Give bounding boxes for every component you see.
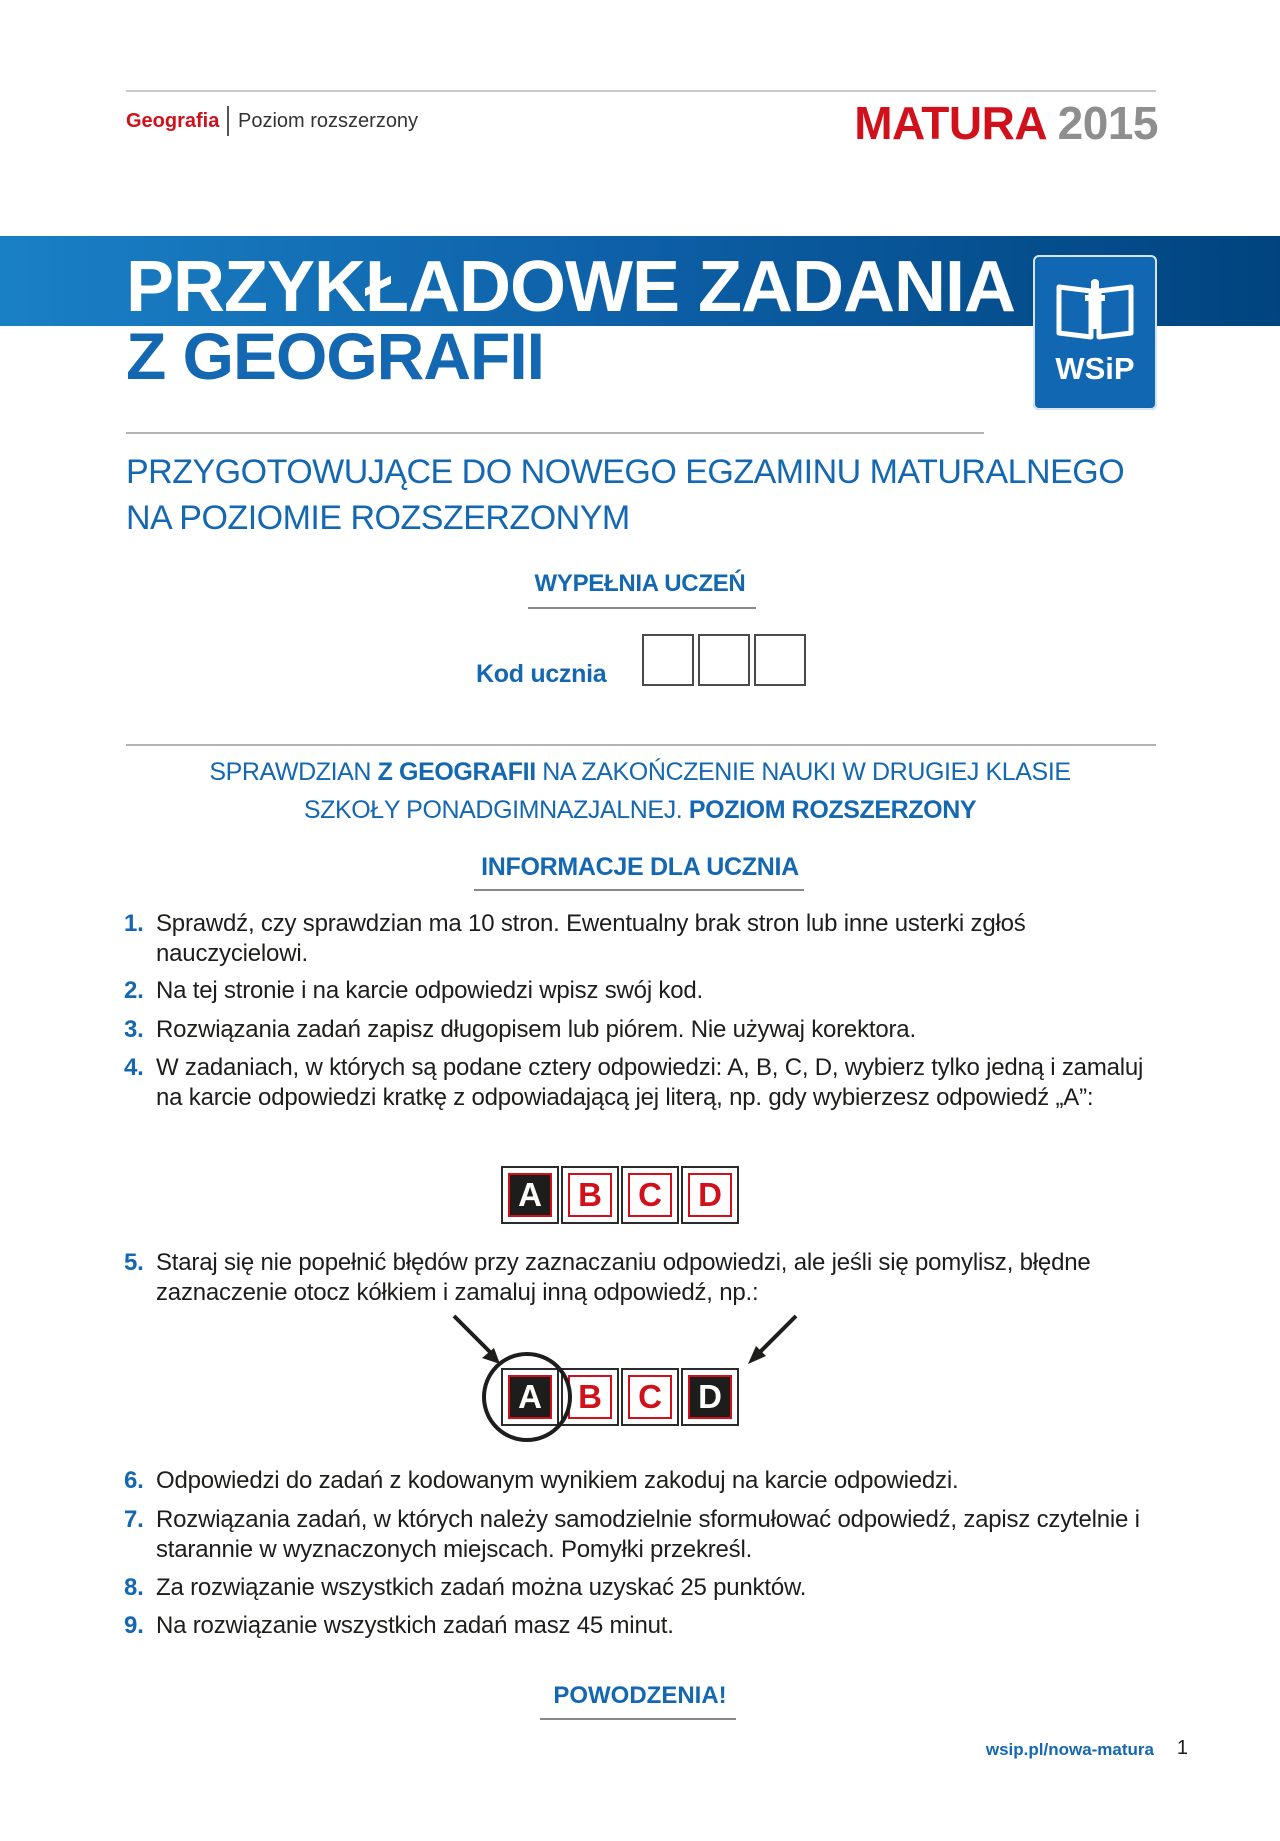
item-number: 1. <box>124 910 144 937</box>
item-number: 4. <box>124 1054 144 1081</box>
exam-desc-part1: SPRAWDZIAN <box>209 758 378 786</box>
student-code-box[interactable] <box>698 634 750 686</box>
option-letter: B <box>568 1173 612 1217</box>
list-item <box>124 1015 1164 1045</box>
option-letter: A <box>508 1173 552 1217</box>
item-text: Za rozwiązanie wszystkich zadań można uzyskać 25 punktów. <box>156 1574 807 1601</box>
top-rule <box>126 90 1156 92</box>
pointer-arrows <box>440 1310 820 1370</box>
item-number: 8. <box>124 1574 144 1601</box>
answer-option <box>621 1166 679 1224</box>
answer-example-1 <box>501 1166 749 1224</box>
item-text: Rozwiązania zadań zapisz długopisem lub piórem. Nie używaj korektora. <box>156 1016 916 1043</box>
item-number: 3. <box>124 1016 144 1043</box>
page-title-line1: PRZYKŁADOWE ZADANIA <box>126 247 1015 327</box>
student-code-label: Kod ucznia <box>476 660 607 688</box>
item-number: 9. <box>124 1612 144 1639</box>
exam-desc-part3: NA ZAKOŃCZENIE NAUKI W DRUGIEJ KLASIE <box>535 758 1071 786</box>
answer-option <box>681 1166 739 1224</box>
subtitle-rule <box>126 432 984 434</box>
matura-word: MATURA <box>854 97 1046 149</box>
page-number: 1 <box>1176 1737 1188 1759</box>
subtitle <box>126 449 1176 541</box>
header-level: Poziom rozszerzony <box>238 110 419 132</box>
open-book-icon <box>1055 277 1135 343</box>
answer-option <box>621 1368 679 1426</box>
list-item <box>124 1611 1164 1641</box>
logo-text: WSiP <box>1055 351 1135 386</box>
item-number: 2. <box>124 977 144 1004</box>
header-separator <box>227 106 229 136</box>
exam-desc-part5: POZIOM ROZSZERZONY <box>688 796 977 824</box>
list-item <box>124 1466 1164 1496</box>
answer-option <box>681 1368 739 1426</box>
item-number: 7. <box>124 1506 144 1533</box>
heading-underline <box>474 889 804 891</box>
option-letter: C <box>628 1173 672 1217</box>
list-item <box>124 1053 1164 1113</box>
option-letter: C <box>628 1375 672 1419</box>
answer-option <box>561 1166 619 1224</box>
list-item <box>124 1248 1164 1308</box>
student-fill-heading: WYPEŁNIA UCZEŃ <box>534 570 746 597</box>
closing-message: POWODZENIA! <box>553 1682 727 1709</box>
info-heading: INFORMACJE DLA UCZNIA <box>481 853 799 881</box>
option-letter: D <box>688 1375 732 1419</box>
page-title-line2: Z GEOGRAFII <box>126 319 544 393</box>
item-number: 6. <box>124 1467 144 1494</box>
list-item <box>124 909 1164 969</box>
option-letter: A <box>508 1375 552 1419</box>
correction-circle <box>482 1352 572 1442</box>
footer-url[interactable]: wsip.pl/nowa-matura <box>985 1740 1154 1759</box>
item-text: Rozwiązania zadań, w których należy samodzielnie sformułować odpowiedź, zapisz czytelnie i starannie w wyznaczonych miejscach. Pomyłki przekreśl. <box>156 1506 1140 1563</box>
item-number: 5. <box>124 1249 144 1276</box>
list-item <box>124 976 1164 1006</box>
item-text: Na tej stronie i na karcie odpowiedzi wpisz swój kod. <box>156 977 703 1004</box>
exam-description <box>0 753 1280 829</box>
list-item <box>124 1573 1164 1603</box>
section-rule <box>126 744 1156 746</box>
exam-desc-part2: Z GEOGRAFII <box>377 758 536 786</box>
student-code-box[interactable] <box>642 634 694 686</box>
option-letter: B <box>568 1375 612 1419</box>
exam-desc-part4: SZKOŁY PONADGIMNAZJALNEJ. <box>303 796 689 824</box>
subtitle-line2: NA POZIOMIE ROZSZERZONYM <box>126 499 630 537</box>
heading-underline <box>540 1718 736 1720</box>
matura-year: 2015 <box>1057 97 1158 149</box>
item-text: W zadaniach, w których są podane cztery odpowiedzi: A, B, C, D, wybierz tylko jedną i zamaluj na karcie odpowiedzi kratkę z odpowiadającą jej literą, np. gdy wybierzesz odpowiedź „A”: <box>156 1054 1144 1111</box>
matura-brand <box>854 96 1158 150</box>
option-letter: D <box>688 1173 732 1217</box>
subtitle-line1: PRZYGOTOWUJĄCE DO NOWEGO EGZAMINU MATURALNEGO <box>126 453 1125 491</box>
student-code-box[interactable] <box>754 634 806 686</box>
wsip-logo <box>1033 255 1157 410</box>
item-text: Na rozwiązanie wszystkich zadań masz 45 minut. <box>156 1612 674 1639</box>
item-text: Sprawdź, czy sprawdzian ma 10 stron. Ewentualny brak stron lub inne usterki zgłoś nauczycielowi. <box>156 910 1026 967</box>
header-subject: Geografia <box>126 110 220 132</box>
item-text: Odpowiedzi do zadań z kodowanym wynikiem zakoduj na karcie odpowiedzi. <box>156 1467 959 1494</box>
heading-underline <box>528 607 756 609</box>
list-item <box>124 1505 1164 1565</box>
answer-option <box>501 1166 559 1224</box>
item-text: Staraj się nie popełnić błędów przy zaznaczaniu odpowiedzi, ale jeśli się pomylisz, błędne zaznaczenie otocz kółkiem i zamaluj inną odpowiedź, np.: <box>156 1249 1091 1306</box>
